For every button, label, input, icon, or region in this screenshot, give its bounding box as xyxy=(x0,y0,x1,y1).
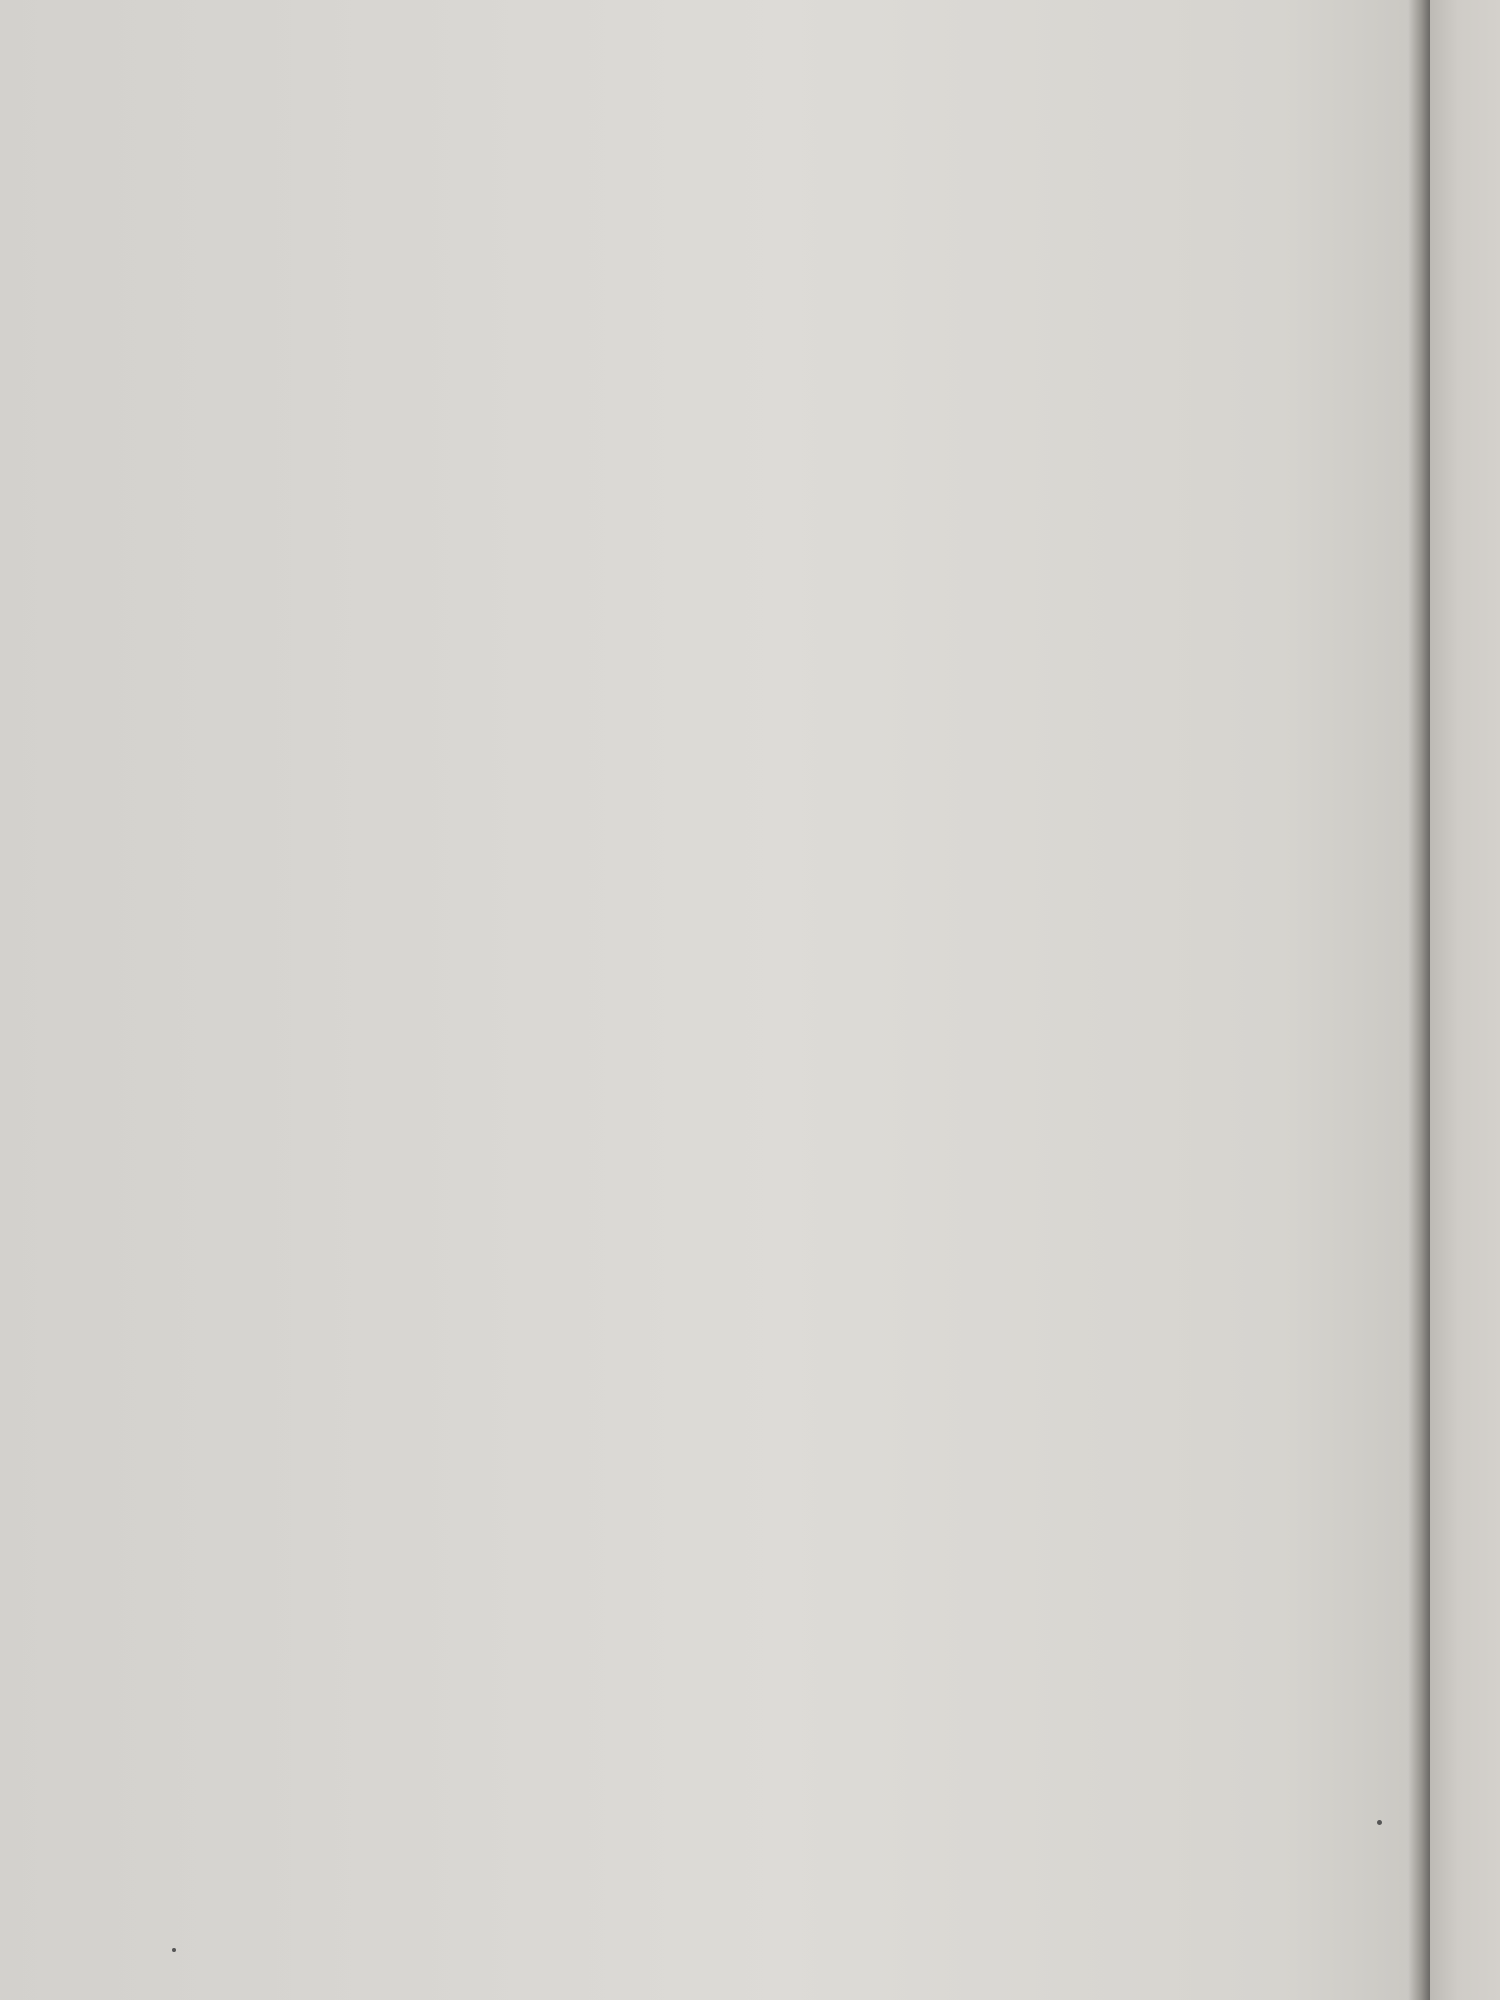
book-gutter xyxy=(1408,0,1430,2000)
adjacent-page-edge xyxy=(1430,0,1500,2000)
paper-speck xyxy=(172,1948,176,1952)
paper-speck xyxy=(1377,1820,1382,1825)
